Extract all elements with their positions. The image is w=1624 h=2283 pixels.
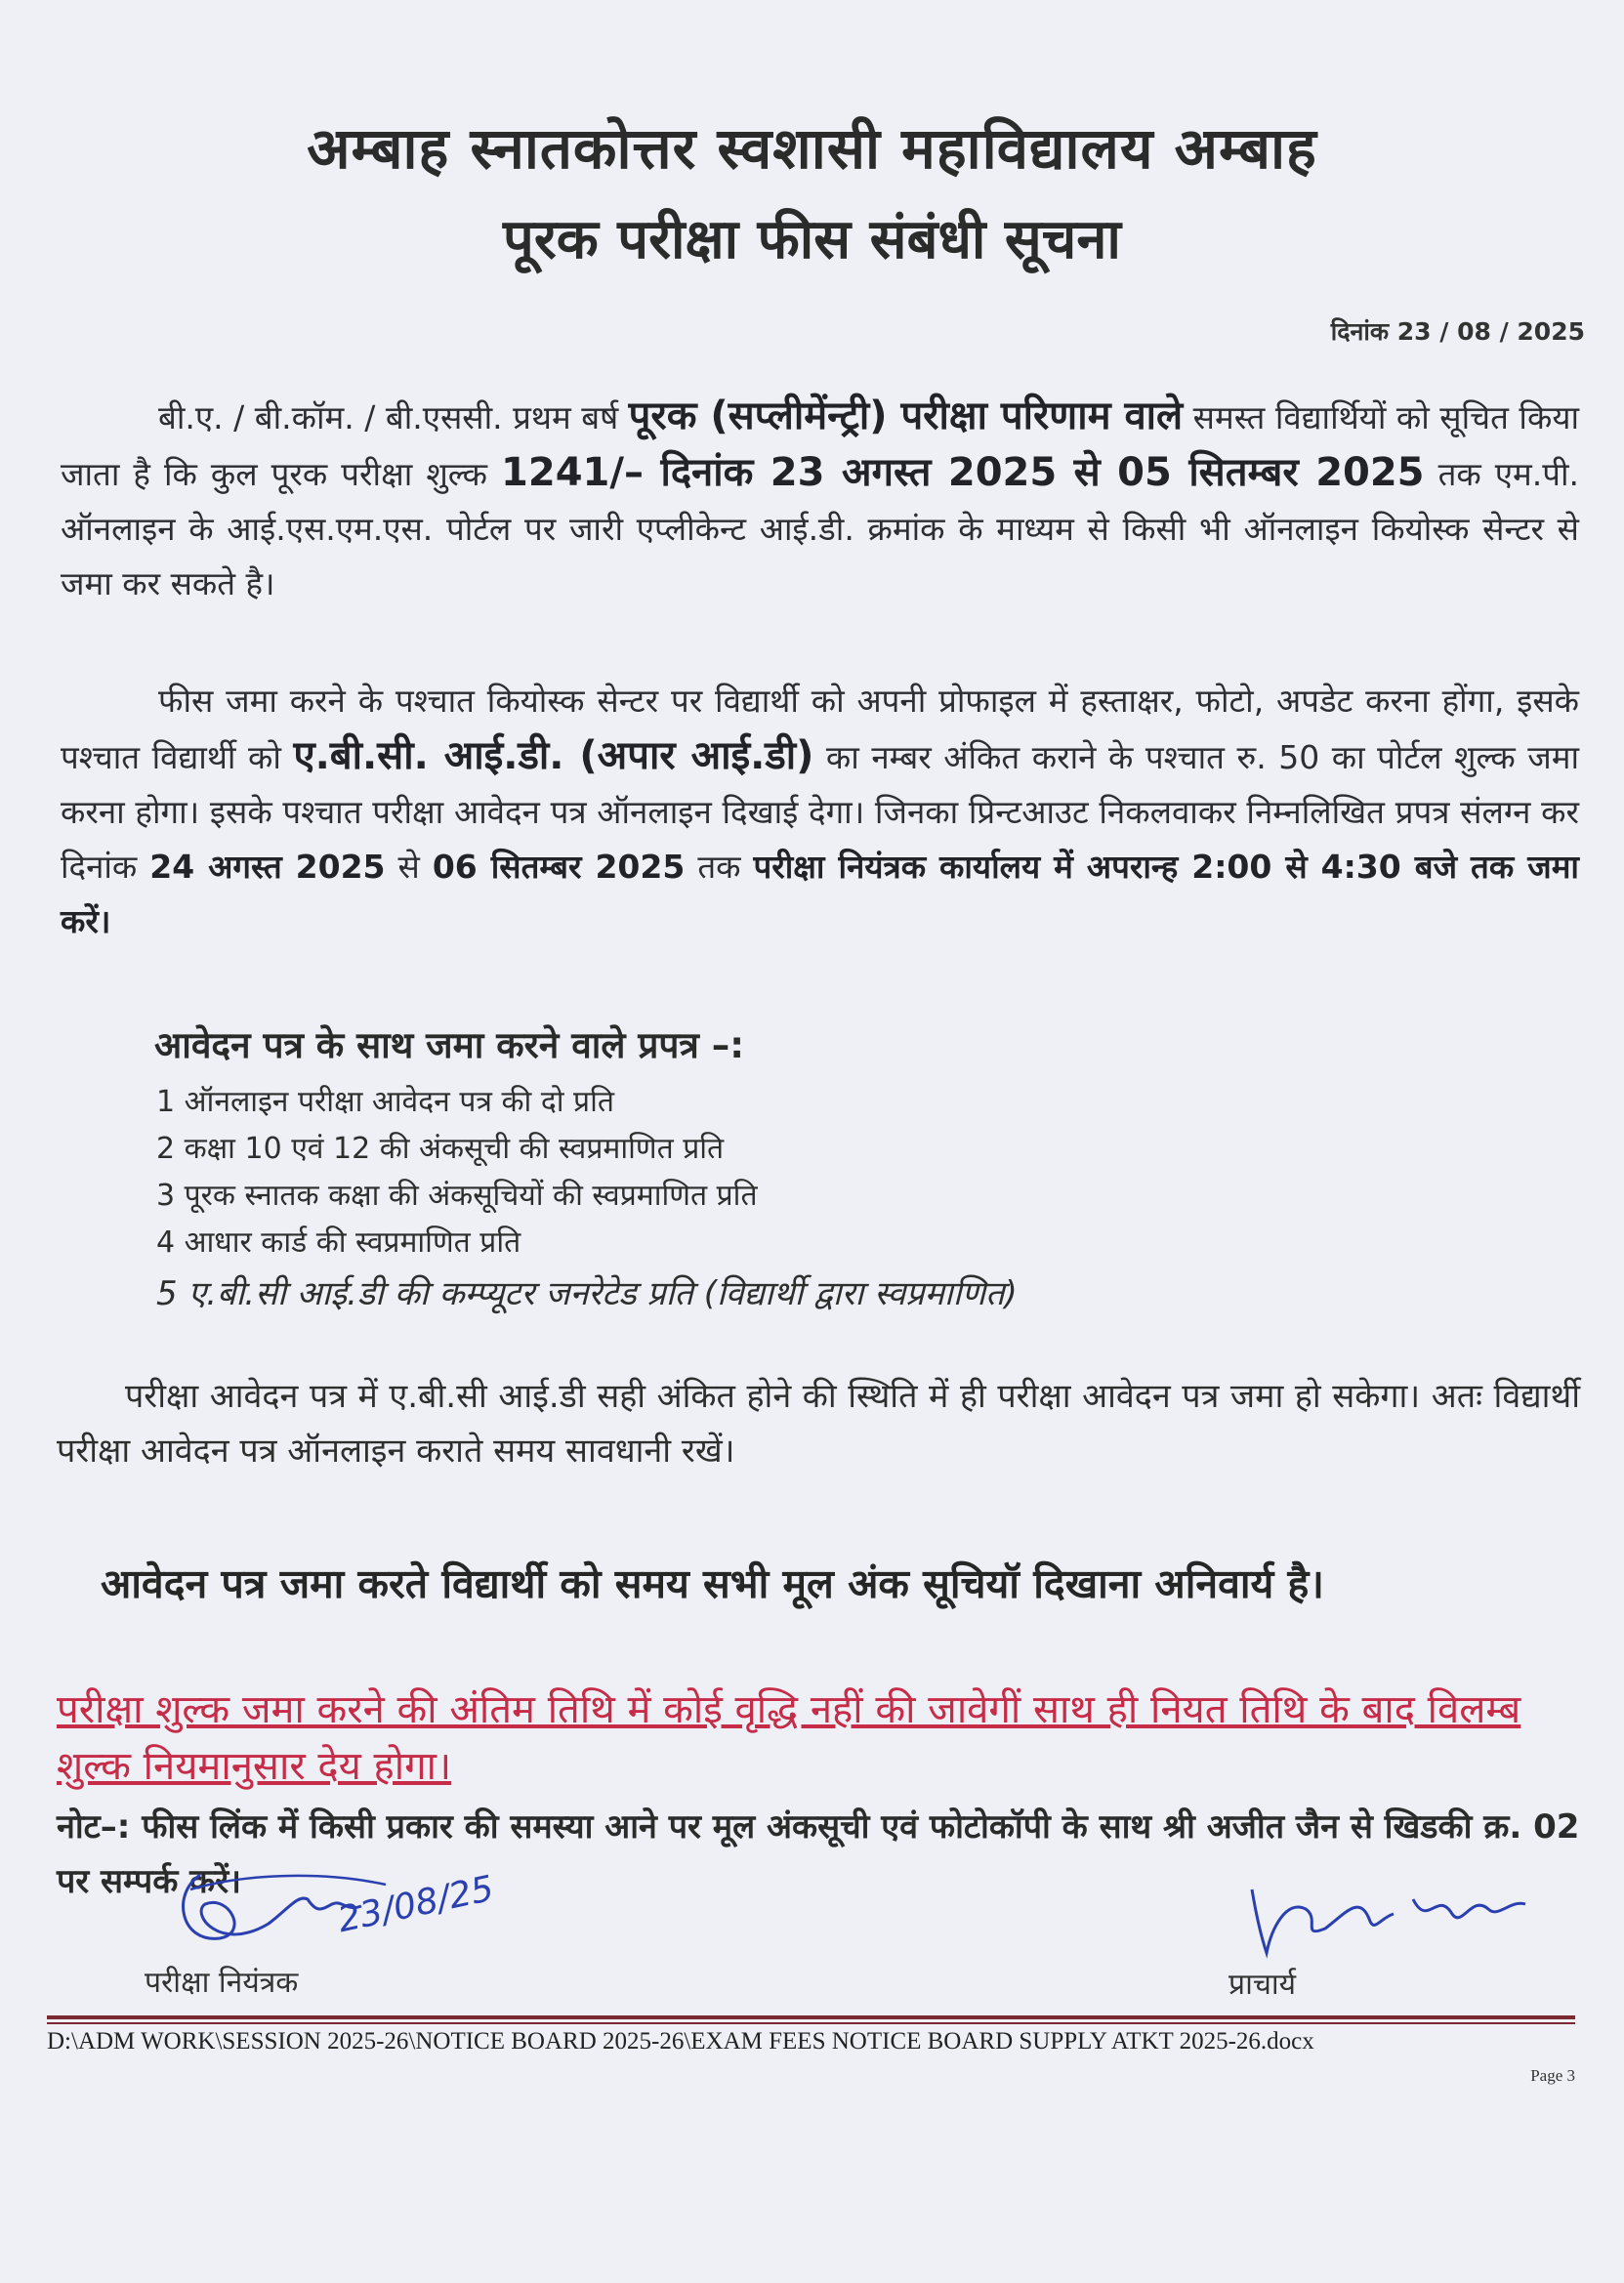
forms-heading: आवेदन पत्र के साथ जमा करने वाले प्रपत्र –: bbox=[154, 1024, 744, 1066]
para1-text-3: तक एम.पी. ऑनलाइन के आई.एस.एम.एस. पोर्टल पर जारी एप्लीकेन्ट आई.डी. क्रमांक के माध्यम से किसी भी ऑनलाइन कियोस्क सेन्टर से जमा कर सकते है। bbox=[61, 455, 1580, 602]
footer-rule bbox=[47, 2015, 1575, 2019]
paragraph-procedure bbox=[61, 674, 1579, 949]
para1-text-1: बी.ए. / बी.कॉम. / बी.एससी. प्रथम बर्ष bbox=[158, 398, 629, 436]
contact-note: नोट–: फीस लिंक में किसी प्रकार की समस्या आने पर मूल अंकसूची एवं फोटोकॉपी के साथ श्री अजीत जैन से खिडकी क्र. 02 पर सम्पर्क करें। bbox=[57, 1807, 1580, 1901]
para2-text-1: फीस जमा करने के पश्चात कियोस्क सेन्टर पर विद्यार्थी को अपनी प्रोफाइल में हस्ताक्षर, फोटो, अपडेट करना होंगा, इसके पश्चात विद्यार्थी को bbox=[61, 682, 1579, 776]
list-item: 3 पूरक स्नातक कक्षा की अंकसूचियों की स्वप्रमाणित प्रति bbox=[156, 1179, 758, 1213]
footer-page-number: Page 3 bbox=[1530, 2066, 1575, 2085]
notice-title: पूरक परीक्षा फीस संबंधी सूचना bbox=[503, 208, 1121, 271]
para2-bold-4: परीक्षा नियंत्रक कार्यालय में अपरान्ह 2:00 से 4:30 बजे तक जमा करें। bbox=[61, 848, 1579, 940]
paragraph-abc-id: परीक्षा आवेदन पत्र में ए.बी.सी आई.डी सही अंकित होने की स्थिति में ही परीक्षा आवेदन पत्र जमा हो सकेगा। अतः विद्यार्थी परीक्षा आवेदन पत्र ऑनलाइन कराते समय सावधानी रखें। bbox=[57, 1377, 1580, 1471]
paragraph-fee-info bbox=[61, 389, 1579, 611]
list-item: 5 ए.बी.सी आई.डी की कम्प्यूटर जनरेटेड प्रति (विद्यार्थी द्वारा स्वप्रमाणित) bbox=[156, 1274, 1018, 1313]
forms-list bbox=[156, 1079, 1018, 1321]
list-item: 1 ऑनलाइन परीक्षा आवेदन पत्र की दो प्रति bbox=[156, 1085, 614, 1119]
list-item: 2 कक्षा 10 एवं 12 की अंकसूची की स्वप्रमाणित प्रति bbox=[156, 1132, 725, 1166]
principal-signature-icon bbox=[1232, 1860, 1555, 1968]
college-name: अम्बाह स्नातकोत्तर स्वशासी महाविद्यालय अम्बाह bbox=[307, 115, 1317, 182]
principal-label: प्राचार्य bbox=[1228, 1968, 1297, 2002]
para2-bold-1: ए.बी.सी. आई.डी. (अपार आई.डी) bbox=[293, 733, 814, 778]
para2-text-4: तक bbox=[685, 848, 754, 886]
paragraph-original-marksheets: आवेदन पत्र जमा करते विद्यार्थी को समय सभी मूल अंक सूचियॉ दिखाना अनिवार्य है। bbox=[101, 1560, 1324, 1607]
para2-bold-3: 06 सितम्बर 2025 bbox=[432, 848, 686, 886]
list-item: 4 आधार कार्ड की स्वप्रमाणित प्रति bbox=[156, 1225, 521, 1260]
para1-bold-1: पूरक (सप्लीमेंन्ट्री) परीक्षा परिणाम वाले bbox=[628, 394, 1184, 438]
para2-text-2: का नम्बर अंकित कराने के पश्चात रु. 50 का पोर्टल शुल्क जमा करना होगा। इसके पश्चात परीक्षा आवेदन पत्र ऑनलाइन दिखाई देगा। जिनका प्रिन्टआउट निकलवाकर निम्नलिखित प्रपत्र संलग्न कर दिनांक bbox=[61, 738, 1579, 886]
controller-label: परीक्षा नियंत्रक bbox=[145, 1966, 299, 2000]
footer-file-path: D:\ADM WORK\SESSION 2025-26\NOTICE BOARD 2025-26\EXAM FEES NOTICE BOARD SUPPLY ATKT 2025-26.docx bbox=[47, 2028, 1314, 2055]
para2-bold-2: 24 अगस्त 2025 bbox=[149, 848, 386, 886]
para1-text-2: समस्त विद्यार्थियों को सूचित किया जाता है कि कुल पूरक परीक्षा शुल्क bbox=[61, 398, 1580, 493]
para1-bold-2: 1241/– दिनांक 23 अगस्त 2025 से 05 सितम्बर 2025 bbox=[501, 450, 1425, 495]
footer-rule-thin bbox=[47, 2022, 1575, 2024]
para2-text-3: से bbox=[385, 848, 433, 886]
deadline-warning: परीक्षा शुल्क जमा करने की अंतिम तिथि में कोई वृद्धि नहीं की जावेगीं साथ ही नियत तिथि के बाद विलम्ब शुल्क नियमानुसार देय होगा। bbox=[57, 1687, 1521, 1789]
handwritten-date: 23/08/25 bbox=[334, 1868, 498, 1941]
notice-date: दिनांक 23 / 08 / 2025 bbox=[1330, 317, 1585, 346]
